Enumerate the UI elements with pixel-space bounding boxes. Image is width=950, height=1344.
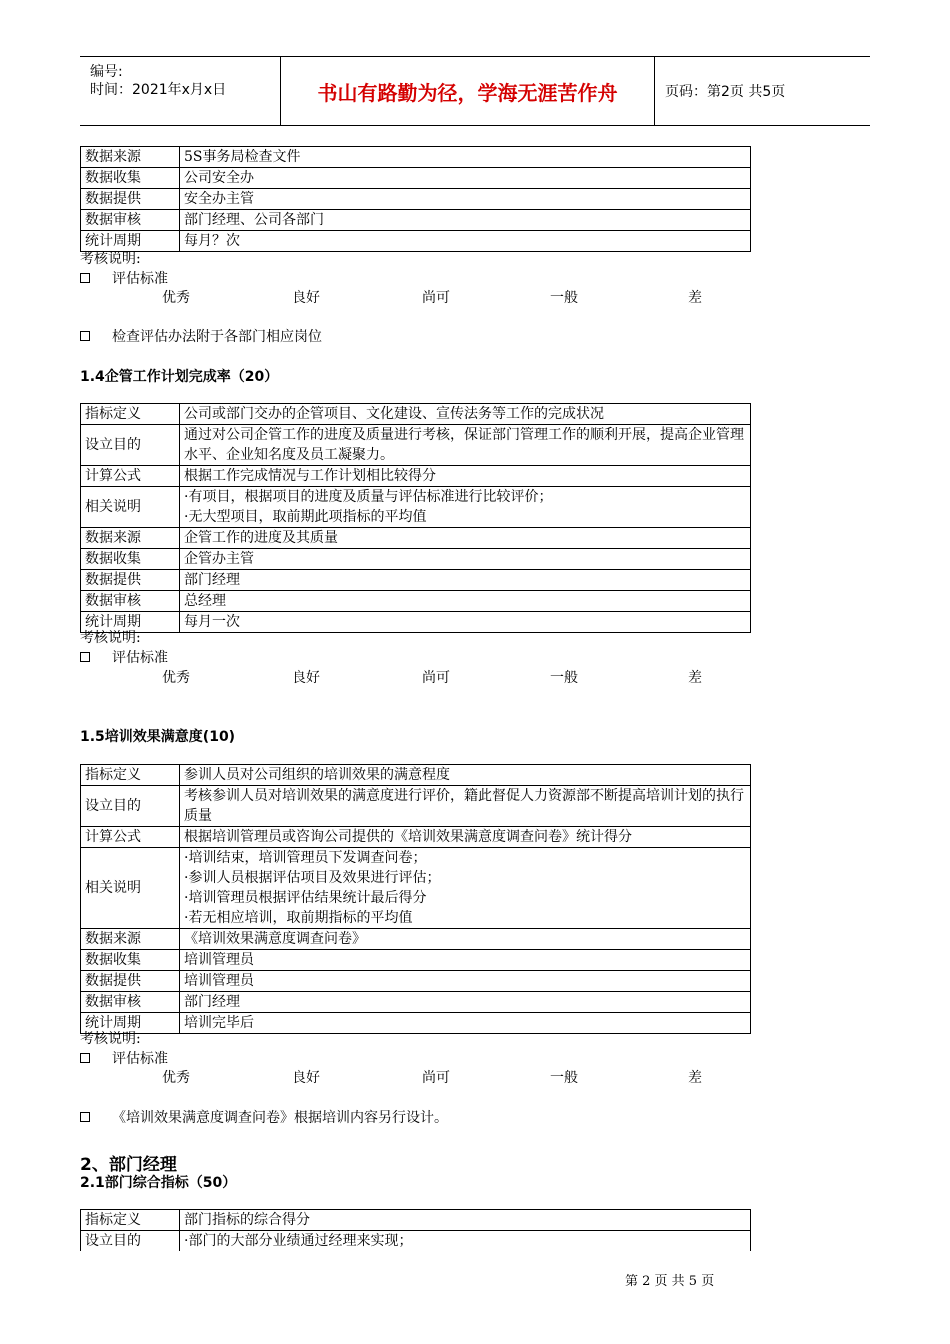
motto: 书山有路勤为径，学海无涯苦作舟 [281, 57, 655, 125]
section-title: 2.1部门综合指标（50） [80, 1175, 237, 1191]
checkbox-icon [80, 273, 90, 283]
page-header [80, 56, 870, 126]
table-row: 数据提供 培训管理员 [81, 971, 751, 992]
table-row: 数据审核 部门经理 [81, 992, 751, 1013]
checkbox-icon [80, 331, 90, 341]
table-row: 相关说明 ·有项目，根据项目的进度及质量与评估标准进行比较评价； ·无大型项目，取前期此项指标的平均值 [81, 487, 751, 528]
checkbox-icon [80, 1053, 90, 1063]
table-row: 数据收集 培训管理员 [81, 950, 751, 971]
table-row: 数据收集 企管办主管 [81, 549, 751, 570]
time-label: 时间：2021年x月x日 [90, 82, 227, 98]
table-row: 数据收集 公司安全办 [81, 168, 751, 189]
table-1-5 [80, 764, 751, 1034]
page-label: 页码：第2页 共5页 [665, 84, 786, 100]
table-1-4 [80, 403, 751, 633]
table-row: 数据提供 安全办主管 [81, 189, 751, 210]
assess-note: 考核说明: [80, 1031, 141, 1047]
table-row: 数据来源 企管工作的进度及其质量 [81, 528, 751, 549]
checkbox-icon [80, 652, 90, 662]
table-row: 设立目的 考核参训人员对培训效果的满意度进行评价，籍此督促人力资源部不断提高培训计划的执行质量 [81, 786, 751, 827]
page-footer: 第 2 页 共 5 页 [625, 1274, 715, 1289]
table-row: 指标定义 参训人员对公司组织的培训效果的满意程度 [81, 765, 751, 786]
table-row: 统计周期 每月？次 [81, 231, 751, 252]
table-row: 相关说明 ·培训结束，培训管理员下发调查问卷； ·参训人员根据评估项目及效果进行评估； ·培训管理员根据评估结果统计最后得分 ·若无相应培训，取前期指标的平均值 [81, 848, 751, 929]
assess-note: 考核说明: [80, 251, 141, 267]
assess-note: 考核说明: [80, 630, 141, 646]
table-row: 设立目的 通过对公司企管工作的进度及质量进行考核，保证部门管理工作的顺利开展，提高企业管理水平、企业知名度及员工凝聚力。 [81, 425, 751, 466]
table-row: 指标定义 部门指标的综合得分 [81, 1210, 751, 1231]
table-row: 指标定义 公司或部门交办的企管项目、文化建设、宣传法务等工作的完成状况 [81, 404, 751, 425]
table-row: 设立目的 ·部门的大部分业绩通过经理来实现； [81, 1231, 751, 1252]
note-line: 检查评估办法附于各部门相应岗位 [80, 327, 322, 347]
eval-standard: 评估标准 [80, 648, 168, 668]
table-row: 数据提供 部门经理 [81, 570, 751, 591]
number-label: 编号: [90, 64, 123, 80]
table-row: 数据来源 《培训效果满意度调查问卷》 [81, 929, 751, 950]
table-row: 数据来源 5S事务局检查文件 [81, 147, 751, 168]
note-line: 《培训效果满意度调查问卷》根据培训内容另行设计。 [80, 1108, 448, 1128]
chapter-title: 2、部门经理 [80, 1155, 177, 1175]
eval-standard: 评估标准 [80, 269, 168, 289]
table-1-3-tail [80, 146, 751, 252]
table-row: 统计周期 培训完毕后 [81, 1013, 751, 1034]
table-row: 计算公式 根据工作完成情况与工作计划相比较得分 [81, 466, 751, 487]
section-title: 1.5培训效果满意度(10) [80, 729, 236, 745]
eval-standard: 评估标准 [80, 1049, 168, 1069]
table-row: 计算公式 根据培训管理员或咨询公司提供的《培训效果满意度调查问卷》统计得分 [81, 827, 751, 848]
table-row: 统计周期 每月一次 [81, 612, 751, 633]
table-row: 数据审核 总经理 [81, 591, 751, 612]
section-title: 1.4企管工作计划完成率（20） [80, 369, 279, 385]
table-2-1 [80, 1209, 751, 1251]
header-left-cell [80, 57, 281, 125]
checkbox-icon [80, 1112, 90, 1122]
table-row: 数据审核 部门经理、公司各部门 [81, 210, 751, 231]
